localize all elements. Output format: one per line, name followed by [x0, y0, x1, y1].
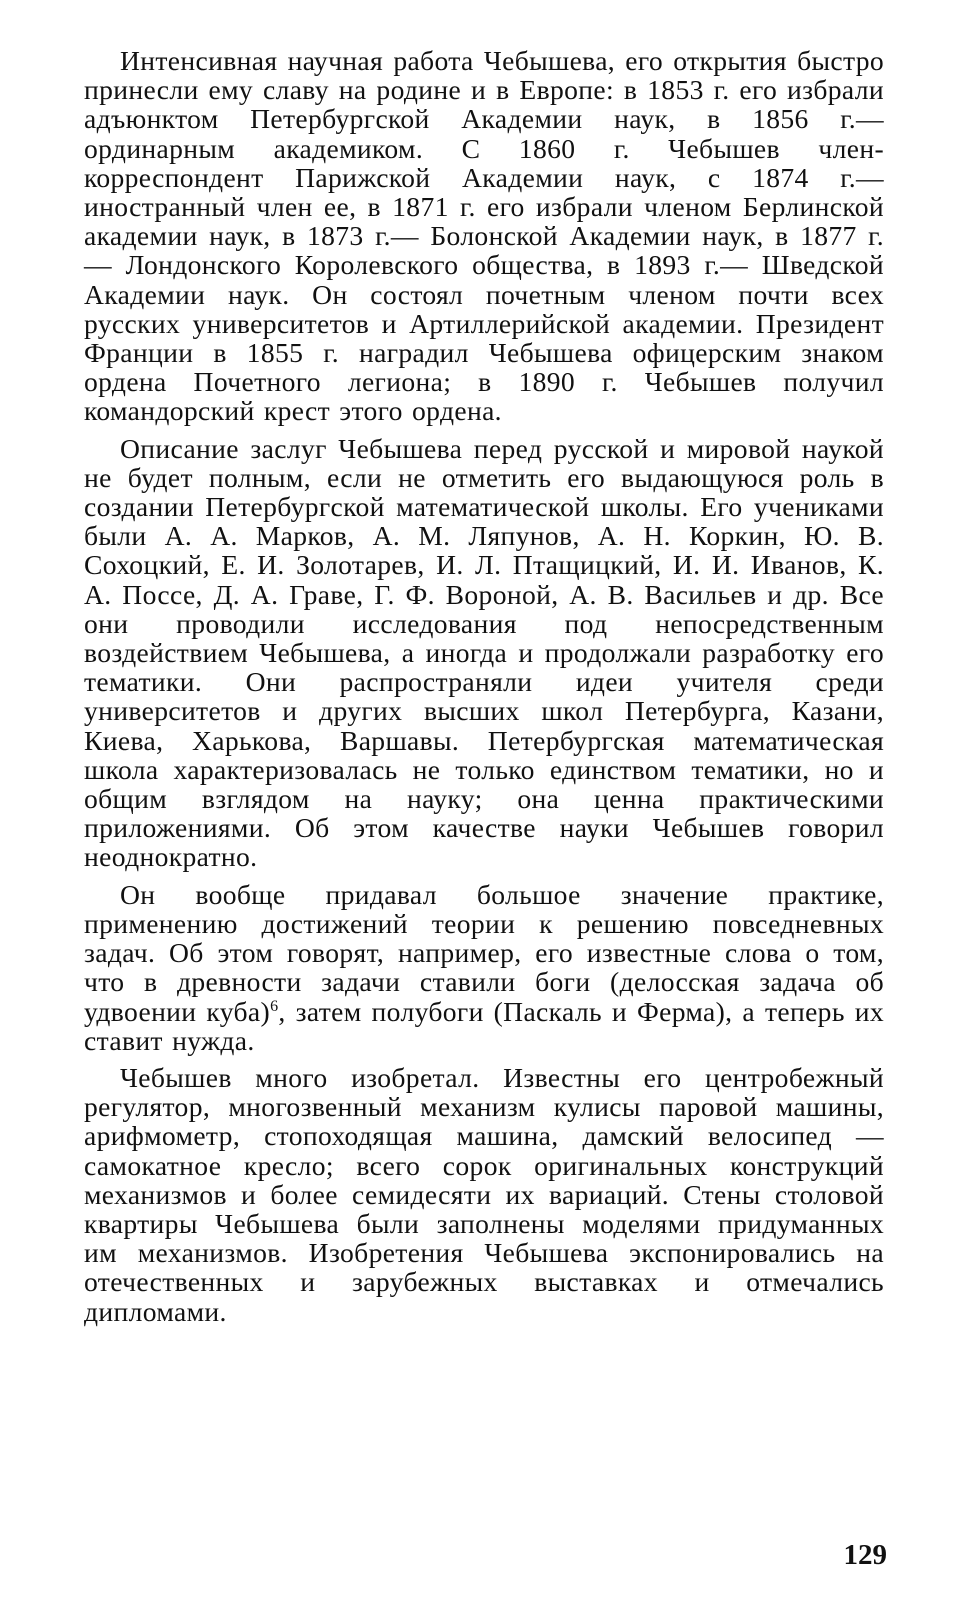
- paragraph-honors: Интенсивная научная работа Чебышева, его открытия быстро принесли ему славу на родине и в Европе: в 1853 г. его избрали адъюнктом Петербургской Академии наук, в 1856 г.— ординарным академиком. С 1860 г. Чебышев член-корреспондент Парижской Академии наук, с 1874 г.— иностранный член ее, в 1871 г. его избрали членом Берлинской академии наук, в 1873 г.— Болонской Академии наук, в 1877 г.— Лондонского Королевского общества, в 1893 г.— Шведской Академии наук. Он состоял почетным членом почти всех русских университетов и Артиллерийской академии. Президент Франции в 1855 г. наградил Чебышева офицерским знаком ордена Почетного легиона; в 1890 г. Чебышев получил командорский крест этого ордена.: [84, 45, 884, 427]
- body-text: [84, 46, 884, 1326]
- paragraph-math-school: Описание заслуг Чебышева перед русской и мировой наукой не будет полным, если не отметить его выдающуюся роль в создании Петербургской математической школы. Его учениками были А. А. Марков, А. М. Ляпунов, А. Н. Коркин, Ю. В. Сохоцкий, Е. И. Золотарев, И. Л. Птащицкий, И. И. Иванов, К. А. Поссе, Д. А. Граве, Г. Ф. Вороной, А. В. Васильев и др. Все они проводили исследования под непосредственным воздействием Чебышева, а иногда и продолжали разработку его тематики. Они распространяли идеи учителя среди университетов и других высших школ Петербурга, Казани, Киева, Харькова, Варшавы. Петербургская математическая школа характеризовалась не только единством тематики, но и общим взглядом на науку; она ценна практическими приложениями. Об этом качестве науки Чебышев говорил неоднократно.: [84, 432, 884, 873]
- footnote-marker[interactable]: 6: [270, 997, 279, 1015]
- paragraph-inventions: Чебышев много изобретал. Известны его центробежный регулятор, многозвенный механизм кулисы паровой машины, арифмометр, стопоходящая машина, дамский велосипед — самокатное кресло; всего сорок оригинальных конструкций механизмов и более семидесяти их вариаций. Стены столовой квартиры Чебышева были заполнены моделями придуманных им механизмов. Изобретения Чебышева экспонировались на отечественных и зарубежных выставках и отмечались дипломами.: [84, 1061, 884, 1327]
- page-number: 129: [843, 1539, 887, 1571]
- paragraph-practice-text-1: Он вообще придавал большое значение практике, применению достижений теории к решению повседневных задач. Об этом говорят, например, его известные слова о том, что в древности задачи ставили боги (делосская задача об удвоении куба): [84, 878, 884, 1027]
- paragraph-practice-text-2: , затем полубоги (Паскаль и Ферма), а теперь их ставит нужда.: [84, 995, 884, 1056]
- paragraph-practice: [84, 880, 884, 1055]
